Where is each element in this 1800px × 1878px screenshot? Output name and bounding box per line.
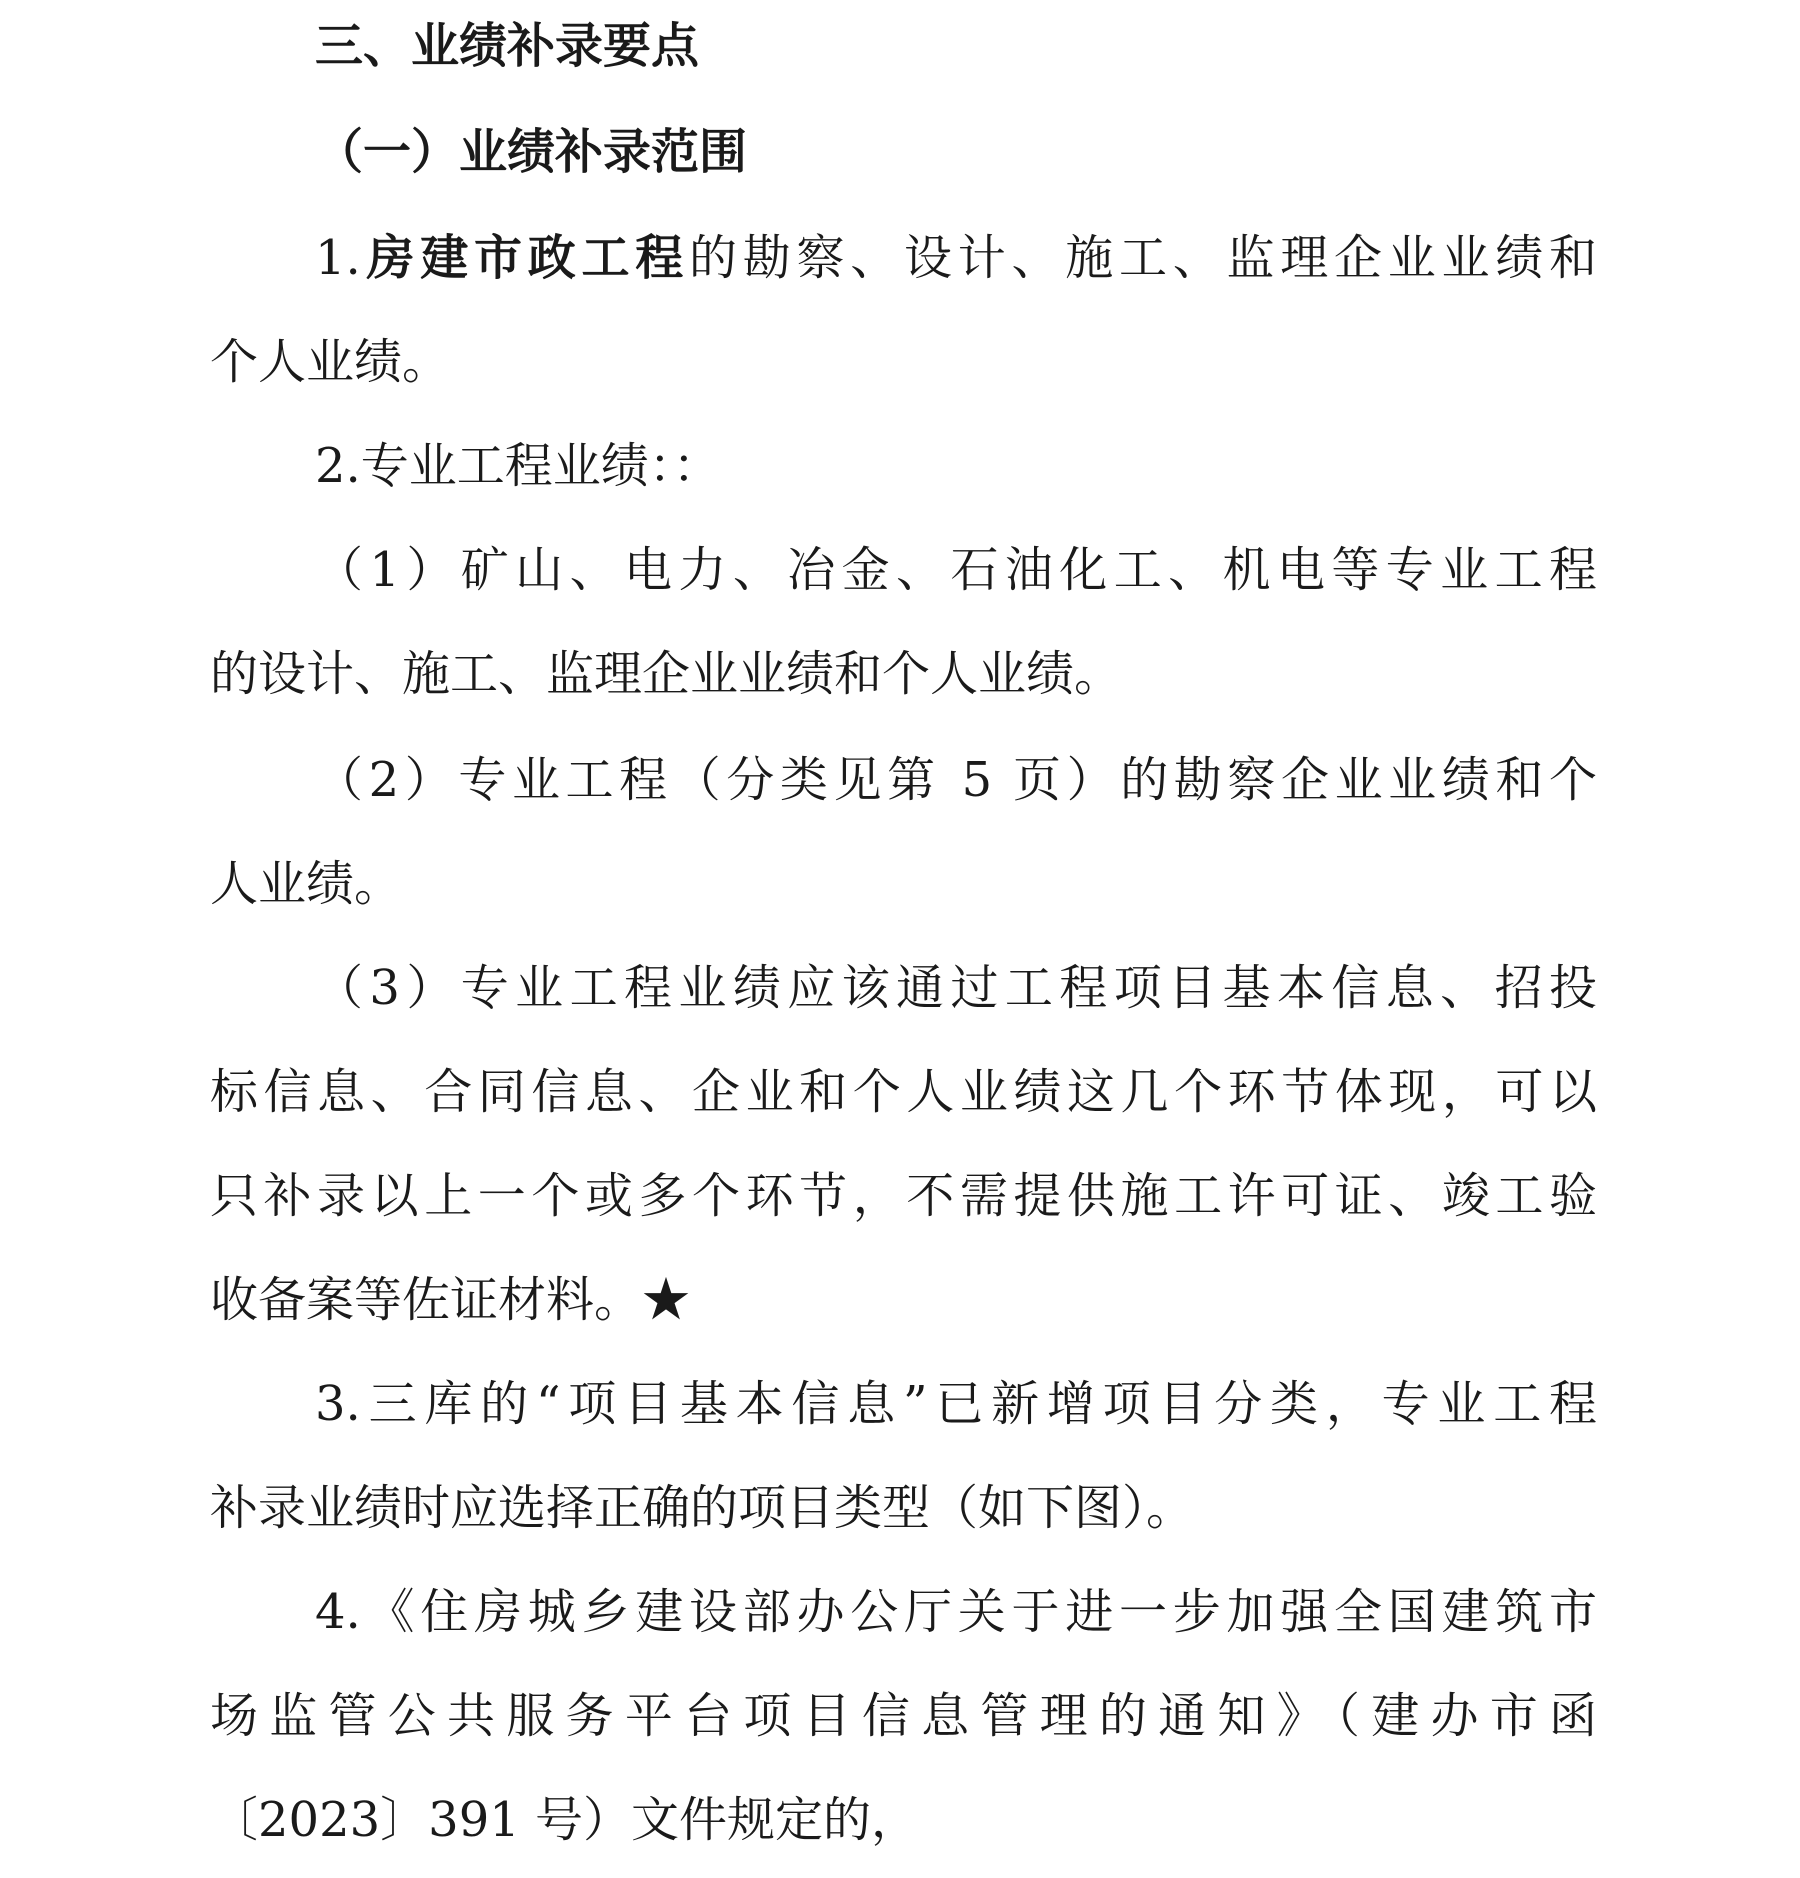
item4-line2: 场监管公共服务平台项目信息管理的通知》（建办市函 (210, 1688, 1597, 1744)
subsection-heading: （一）业绩补录范围 (315, 124, 748, 180)
item2-sub2-line2: 人业绩。 (210, 856, 403, 912)
item2-sub1-line1: （1）矿山、电力、冶金、石油化工、机电等专业工程 (315, 542, 1597, 598)
item4-line3: 〔2023〕391 号）文件规定的， (210, 1792, 920, 1848)
item3-line2: 补录业绩时应选择正确的项目类型（如下图）。 (210, 1480, 1195, 1536)
item2-sub2-line1: （2）专业工程（分类见第 5 页）的勘察企业业绩和个 (315, 752, 1597, 808)
item2-title: 2.专业工程业绩：： (315, 438, 721, 494)
item1-bold-term: 房建市政工程 (360, 230, 690, 286)
item1-line1-rest: 的勘察、设计、施工、监理企业业绩和 (689, 230, 1597, 286)
item2-sub3-line3: 只补录以上一个或多个环节，不需提供施工许可证、竣工验 (210, 1168, 1597, 1224)
item2-sub3-line4: 收备案等佐证材料。★ (210, 1272, 691, 1328)
item2-sub1-line2: 的设计、施工、监理企业业绩和个人业绩。 (210, 646, 1123, 702)
item3-line1: 3.三库的“项目基本信息”已新增项目分类，专业工程 (315, 1376, 1597, 1432)
item1-line1 (315, 226, 1597, 290)
item4-line1: 4.《住房城乡建设部办公厅关于进一步加强全国建筑市 (315, 1584, 1597, 1640)
item1-line2: 个人业绩。 (210, 334, 451, 390)
item2-sub3-line2: 标信息、合同信息、企业和个人业绩这几个环节体现，可以 (210, 1064, 1597, 1120)
item1-number: 1. (315, 230, 361, 286)
item2-sub3-line1: （3）专业工程业绩应该通过工程项目基本信息、招投 (315, 960, 1597, 1016)
section-heading: 三、业绩补录要点 (315, 18, 700, 74)
